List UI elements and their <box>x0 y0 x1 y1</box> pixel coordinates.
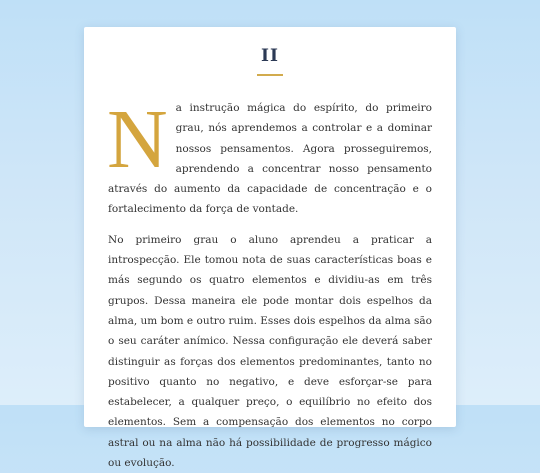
paragraph-1-text: a instrução mágica do espírito, do primeiro grau, nós aprendemos a controlar e a dominar nossos pensamentos. Agora prosseguiremos, aprendendo a concentrar nosso pensamento através do aumento da capacidade de concentração e o fortalecimento da força de vontade. <box>108 102 432 216</box>
book-page <box>84 27 456 470</box>
paragraph-1 <box>107 93 432 220</box>
chapter-divider <box>257 74 283 76</box>
paragraph-2 <box>108 230 432 473</box>
drop-cap: N <box>107 93 168 186</box>
paragraph-2-text: No primeiro grau o aluno aprendeu a praticar a introspecção. Ele tomou nota de suas características boas e más segundo os quatro elementos e dividiu-as em três grupos. Dessa maneira ele pode montar dois espelhos da alma, um bom e outro ruim. Esses dois espelhos da alma são o seu caráter anímico. Nessa configuração ele deverá saber distinguir as forças dos elementos predominantes, tanto no positivo quanto no negativo, e deve esforçar-se para estabelecer, a qualquer preço, o equilíbrio no efeito dos elementos. Sem a compensação dos elementos no corpo astral ou na alma não há possibilidade de progresso mágico ou evolução. <box>108 233 432 470</box>
chapter-numeral: II <box>261 46 279 66</box>
